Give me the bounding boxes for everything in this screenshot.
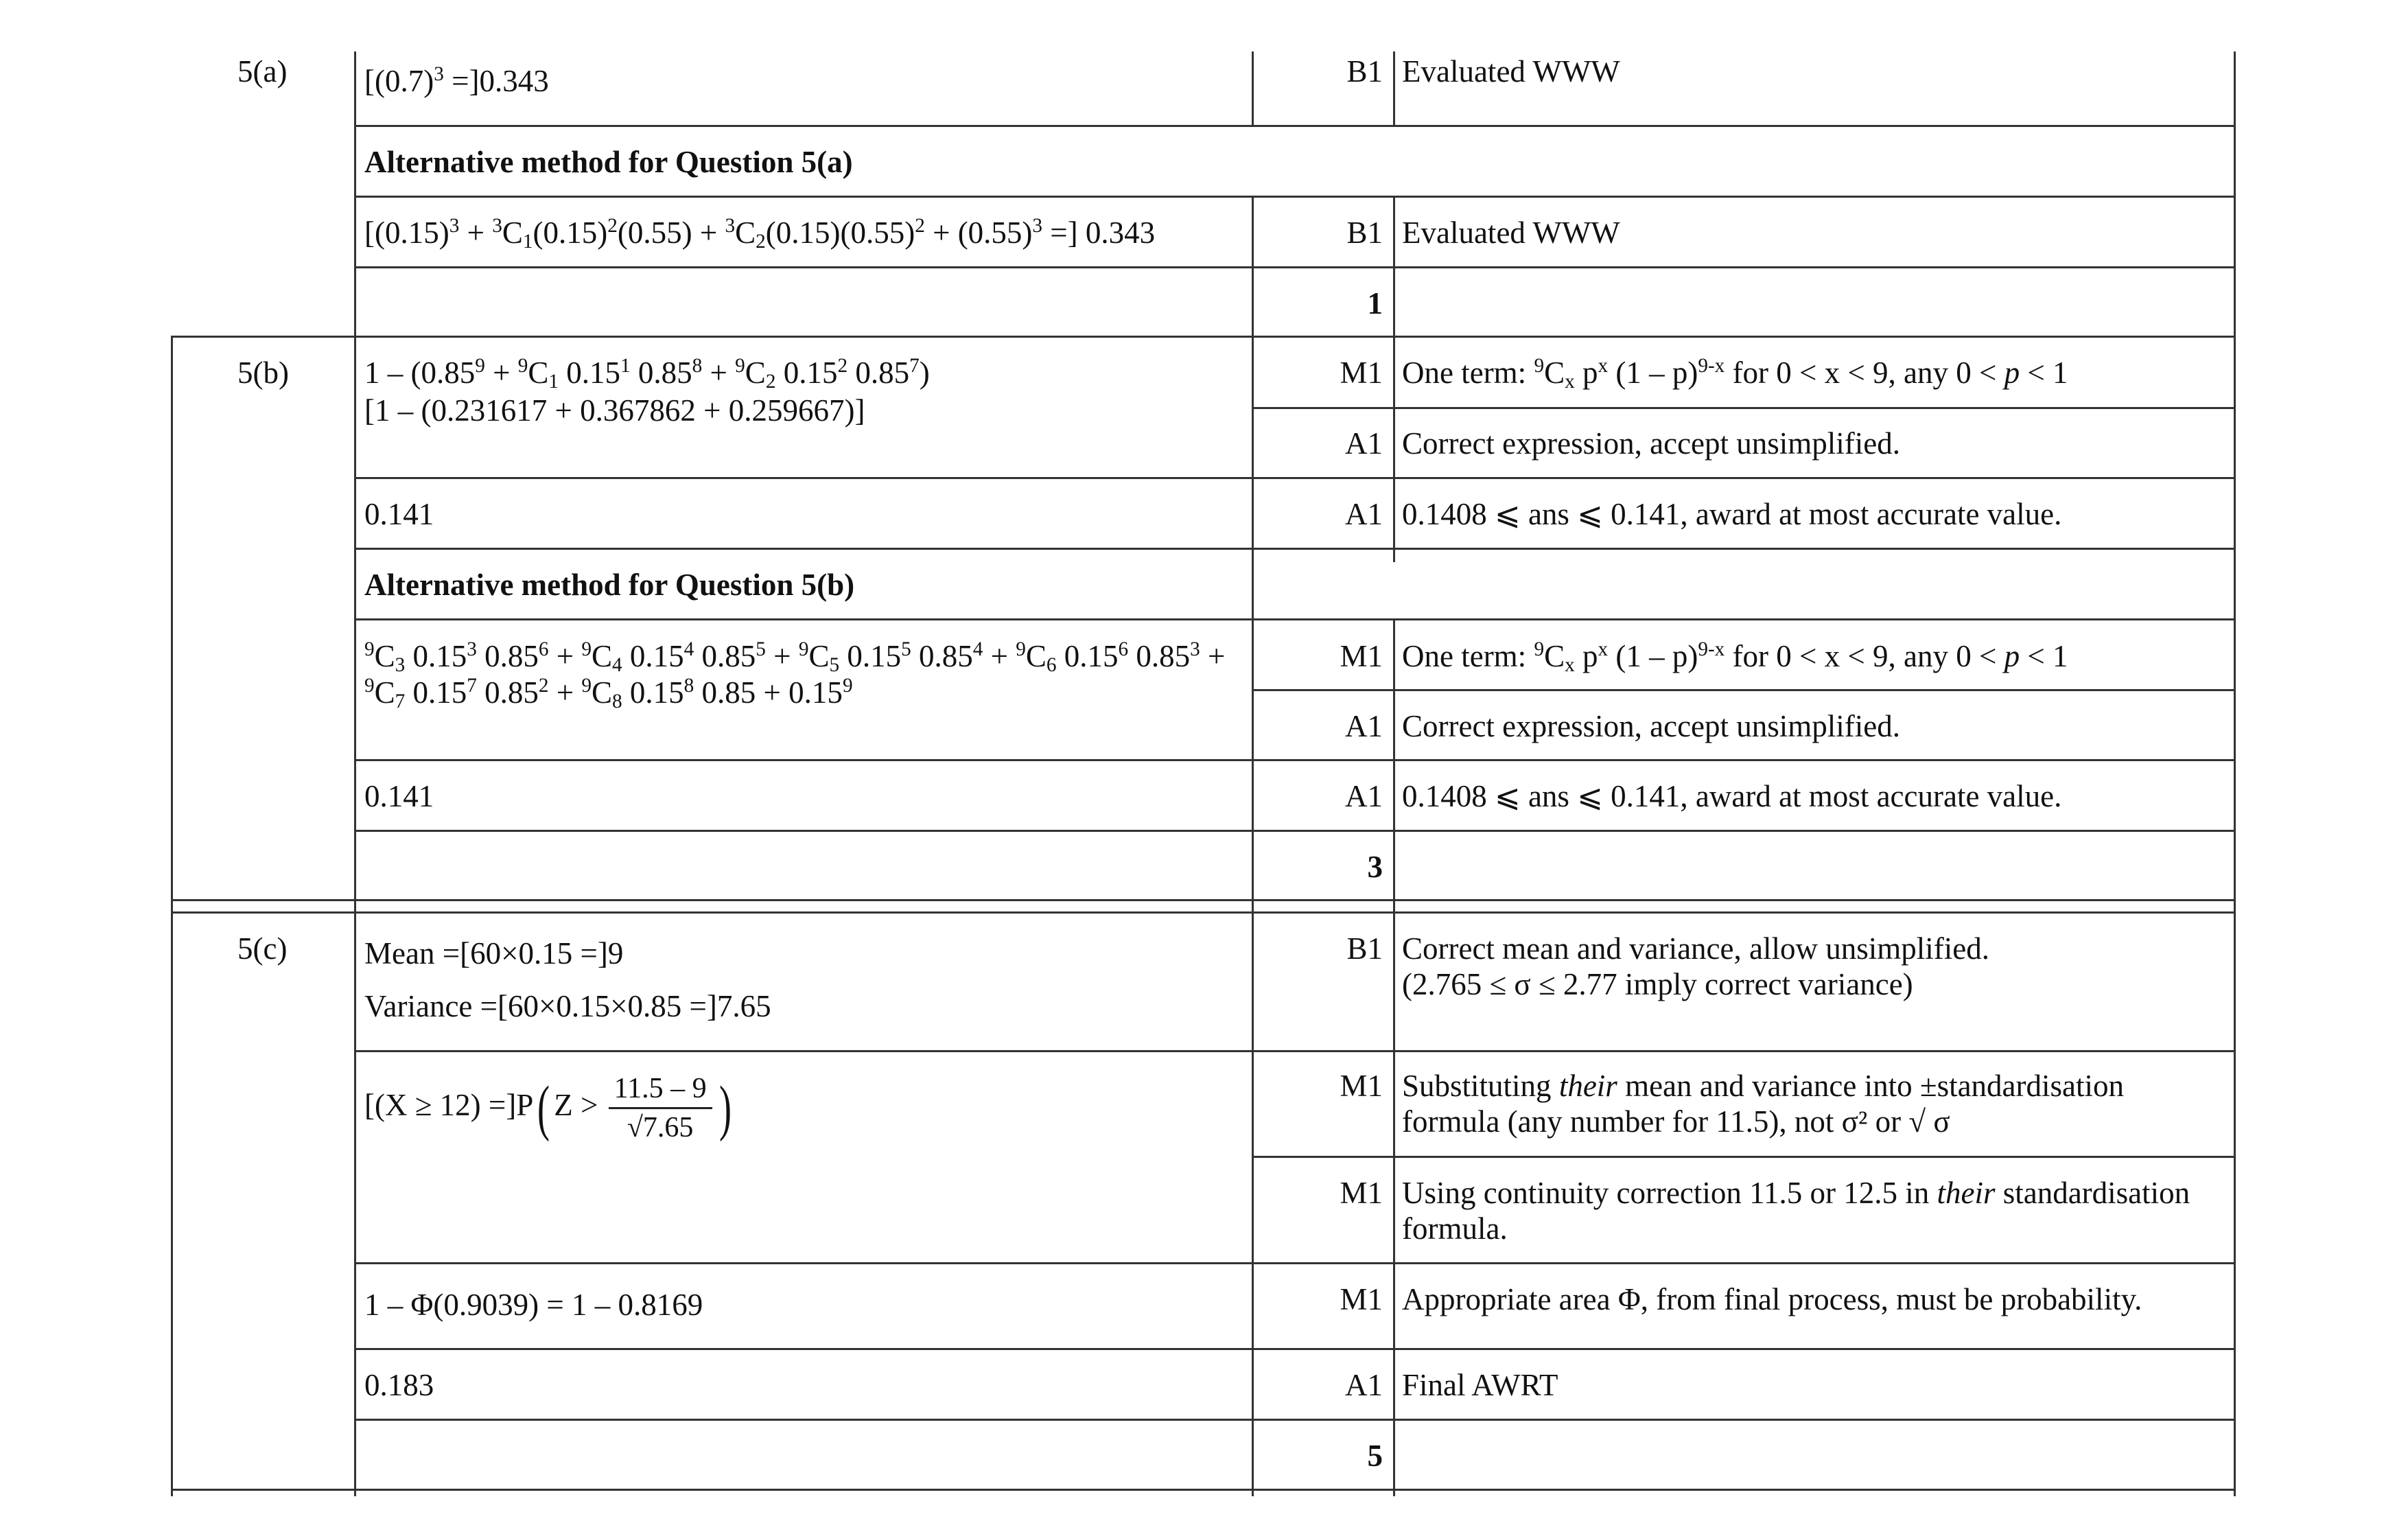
mark-5a-alt: B1 xyxy=(1346,216,1383,250)
row-border xyxy=(354,125,2236,127)
row-border xyxy=(354,1262,2236,1264)
row-border xyxy=(354,266,2236,268)
answer-5c-final: 0.183 xyxy=(364,1368,434,1402)
column-divider-guidance xyxy=(1393,196,1395,562)
row-border xyxy=(1252,1156,2236,1158)
variance-line: Variance =[60×0.15×0.85 =]7.65 xyxy=(364,989,771,1023)
row-border xyxy=(171,336,2236,338)
guidance-5c-m1b-line1: Using continuity correction 11.5 or 12.5 in their standardisation xyxy=(1402,1176,2190,1210)
alternative-heading-5b: Alternative method for Question 5(b) xyxy=(364,568,855,602)
mark-5b-a1: A1 xyxy=(1345,426,1383,461)
row-border xyxy=(354,477,2236,479)
answer-5b-final: 0.141 xyxy=(364,497,434,531)
row-border xyxy=(354,1348,2236,1350)
guidance-5b-a1: Correct expression, accept unsimplified. xyxy=(1402,426,1901,461)
table-bottom-border xyxy=(171,1489,2236,1491)
row-border xyxy=(1252,689,2236,691)
mark-5c-m1b: M1 xyxy=(1340,1176,1383,1210)
guidance-5c-a1: Final AWRT xyxy=(1402,1368,1558,1402)
phi-line: 1 – Φ(0.9039) = 1 – 0.8169 xyxy=(364,1288,703,1322)
alternative-heading-5a: Alternative method for Question 5(a) xyxy=(364,145,853,179)
row-border xyxy=(354,548,2236,550)
guidance-5a: Evaluated WWW xyxy=(1402,54,1620,89)
guidance-5c-b1-line2: (2.765 ≤ σ ≤ 2.77 imply correct variance) xyxy=(1402,967,1913,1001)
total-5c: 5 xyxy=(1367,1439,1383,1473)
alternative-answer-5b-line2: $^9C_7$ 0.15$^7$ $0.85^2 + ^9C_8$ 0.15$^8$ $0.85 + 0.15^9$ xyxy=(364,674,853,713)
double-divider xyxy=(171,911,2236,914)
guidance-5b-alt-m1: One term: $^9C_x$ $p^x$ (1 – p)$^{9-x}$ for 0 < x < 9, any 0 < p < 1 xyxy=(1402,638,2068,677)
mark-5b-m1: M1 xyxy=(1340,356,1383,390)
answer-5a: $[(0.7)^3 =]0.343$ xyxy=(364,62,549,98)
table-left-border xyxy=(171,336,173,1496)
row-border xyxy=(354,1419,2236,1421)
total-5b: 3 xyxy=(1367,850,1383,884)
mark-5b-a1-final: A1 xyxy=(1345,497,1383,531)
z-fraction: $\frac{11.5 - 9}{√7.65}$ xyxy=(609,1071,712,1145)
alternative-answer-5a: [$(0.15)^3 + ^3C_1(0.15)^2(0.55) + ^3C_2(0.15)(0.55)^2 + (0.55)^3$ =] 0.343 xyxy=(364,214,1156,253)
guidance-5c-b1-line1: Correct mean and variance, allow unsimplified. xyxy=(1402,931,1989,966)
alternative-answer-5b-line1: $^9C_3$ 0.15$^3$ $0.85^6 + ^9C_4$ 0.15$^4$ $0.85^5 + ^9C_5$ 0.15$^5$ $0.85^4 + ^9C_6$ 0.15$^6$ $0.85^3$ + xyxy=(364,638,1226,677)
standardisation-expression: [(X ≥ 12) =]P( Z > $\frac{11.5 - 9}{√7.65}$ ) xyxy=(364,1073,732,1144)
guidance-5b-m1: One term: $^9C_x$ $p^x$ (1 – p)$^{9-x}$ for 0 < x < 9, any 0 < p < 1 xyxy=(1402,354,2068,393)
double-divider xyxy=(171,899,2236,901)
mark-5c-a1: A1 xyxy=(1345,1368,1383,1402)
question-number-5c: 5(c) xyxy=(237,931,288,966)
answer-5b-line2: [1 – (0.231617 + 0.367862 + 0.259667)] xyxy=(364,393,865,428)
row-border xyxy=(354,618,2236,620)
guidance-5c-m1a-line1: Substituting their mean and variance into ±standardisation xyxy=(1402,1069,2125,1103)
mark-5b-alt-m1: M1 xyxy=(1340,639,1383,673)
column-divider-guidance xyxy=(1393,619,1395,1496)
row-border xyxy=(354,759,2236,761)
column-divider-marks xyxy=(1252,51,1254,126)
mark-5c-m1c: M1 xyxy=(1340,1282,1383,1316)
alternative-answer-5b-final: 0.141 xyxy=(364,779,434,813)
guidance-5b-alt-a1: Correct expression, accept unsimplified. xyxy=(1402,709,1901,743)
guidance-5c-m1c: Appropriate area Φ, from final process, must be probability. xyxy=(1402,1282,2142,1316)
guidance-5a-alt: Evaluated WWW xyxy=(1402,216,1620,250)
column-divider-guidance xyxy=(1393,51,1395,126)
row-border xyxy=(1252,407,2236,409)
row-border xyxy=(354,196,2236,198)
mean-line: Mean =[60×0.15 =]9 xyxy=(364,936,624,971)
row-border xyxy=(354,830,2236,832)
row-border xyxy=(354,1050,2236,1052)
column-divider-marks xyxy=(1252,196,1254,1496)
guidance-5c-m1b-line2: formula. xyxy=(1402,1211,1508,1246)
question-number-5b: 5(b) xyxy=(237,356,289,390)
guidance-5c-m1a-line2: formula (any number for 11.5), not σ² or √ σ xyxy=(1402,1104,1950,1139)
mark-5c-m1a: M1 xyxy=(1340,1069,1383,1103)
guidance-5b-alt-a1-final: 0.1408 ⩽ ans ⩽ 0.141, award at most accurate value. xyxy=(1402,779,2062,813)
mark-5a: B1 xyxy=(1346,54,1383,89)
total-5a: 1 xyxy=(1367,286,1383,321)
mark-5b-alt-a1-final: A1 xyxy=(1345,779,1383,813)
answer-5b-line1: $1 - (0.85^9 + ^9C_1$ 0.15$^1$ $0.85^8 + ^9C_2$ 0.15$^2$ 0.85$^7$) xyxy=(364,354,930,393)
mark-5b-alt-a1: A1 xyxy=(1345,709,1383,743)
mark-5c-b1: B1 xyxy=(1346,931,1383,966)
question-number-5a: 5(a) xyxy=(237,54,288,89)
guidance-5b-a1-final: 0.1408 ⩽ ans ⩽ 0.141, award at most accurate value. xyxy=(1402,497,2062,531)
